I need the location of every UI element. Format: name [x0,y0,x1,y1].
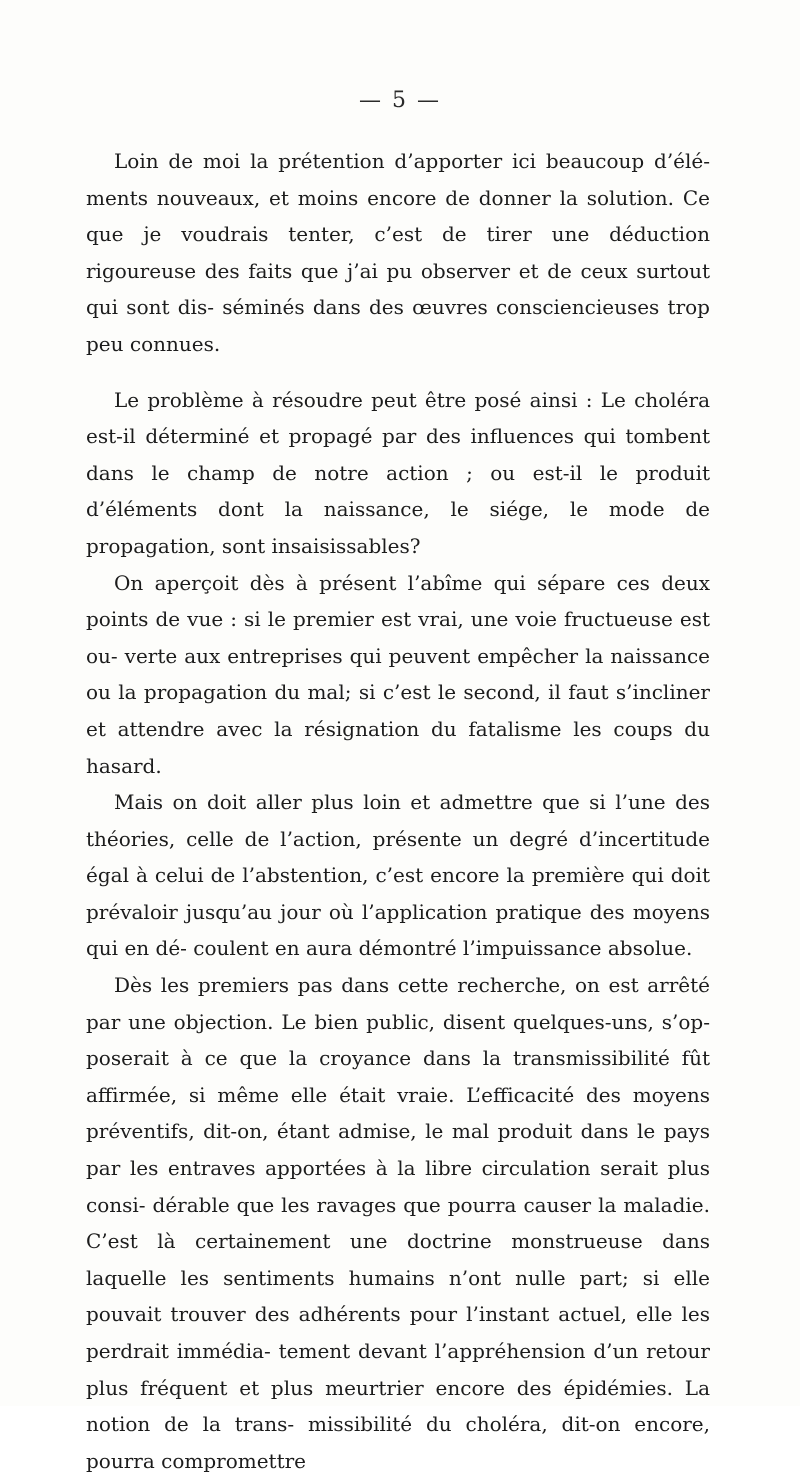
paragraph: Dès les premiers pas dans cette recherche, on est arrêté par une objection. Le bien public, disent quelques-uns, s’op- poserait à ce que la croyance dans la transmissibilité fût affirmée, si même elle était vraie. L’efficacité des moyens préventifs, dit-on, étant admise, le mal produit dans le pays par les entraves apportées à la libre circulation serait plus consi- dérable que les ravages que pourra causer la maladie. C’est là certainement une doctrine monstrueuse dans laquelle les sentiments humains n’ont nulle part; si elle pouvait trouver des adhérents pour l’instant actuel, elle les perdrait immédia- tement devant l’appréhension d’un retour plus fréquent et plus meurtrier encore des épidémies. La notion de la trans- missibilité du choléra, dit-on encore, pourra compromettre [86,973,710,1473]
paragraph: Le problème à résoudre peut être posé ainsi : Le choléra est-il déterminé et propagé par des influences qui tombent dans le champ de notre action ; ou est-il le produit d’éléments dont la naissance, le siége, le mode de propagation, sont insaisissables? [86,387,710,558]
paragraph: On aperçoit dès à présent l’abîme qui sépare ces deux points de vue : si le premier est vrai, une voie fructueuse est ou- verte aux entreprises qui peuvent empêcher la naissance ou la propagation du mal; si c’est le second, il faut s’incliner et attendre avec la résignation du fatalisme les coups du hasard. [86,570,710,778]
paragraph: Loin de moi la prétention d’apporter ici beaucoup d’élé- ments nouveaux, et moins encore de donner la solution. Ce que je voudrais tenter, c’est de tirer une déduction rigoureuse des faits que j’ai pu observer et de ceux surtout qui sont dis- séminés dans des œuvres consciencieuses trop peu connues. [86,149,710,356]
paragraph: Mais on doit aller plus loin et admettre que si l’une des théories, celle de l’action, présente un degré d’incertitude égal à celui de l’abstention, c’est encore la première qui doit prévaloir jusqu’au jour où l’application pratique des moyens qui en dé- coulent en aura démontré l’impuissance absolue. [86,790,710,961]
page-number: — 5 — [359,88,441,113]
body-text [86,143,710,1479]
